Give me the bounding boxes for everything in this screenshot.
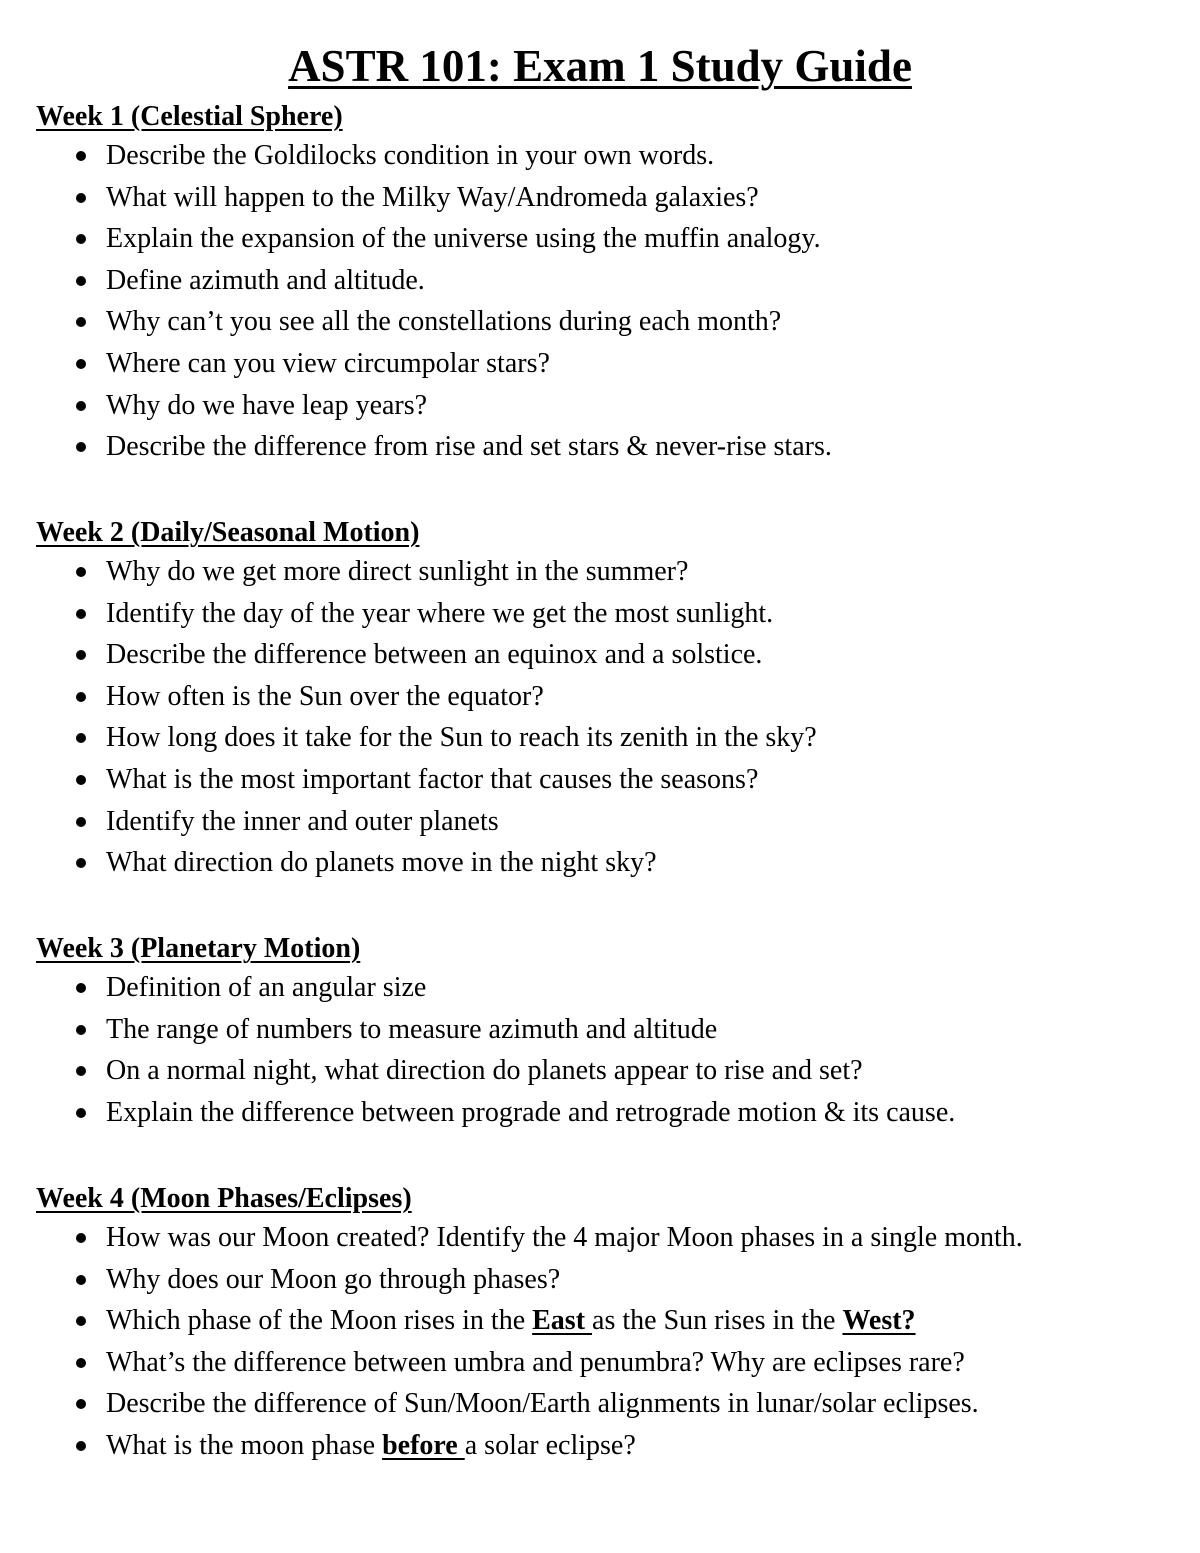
list-item: Which phase of the Moon rises in the East as the Sun rises in the West? bbox=[36, 1300, 1176, 1342]
list-item: Define azimuth and altitude. bbox=[36, 260, 1176, 302]
list-item: Describe the Goldilocks condition in your own words. bbox=[36, 135, 1176, 177]
list-item: What direction do planets move in the night sky? bbox=[36, 842, 1176, 884]
emphasis-east: East bbox=[532, 1305, 593, 1337]
bullet-icon bbox=[76, 733, 86, 743]
page-title-text: ASTR 101: Exam 1 Study Guide bbox=[288, 41, 912, 91]
bullet-icon bbox=[76, 401, 86, 411]
list-item: Explain the difference between prograde and retrograde motion & its cause. bbox=[36, 1092, 1176, 1134]
bullet-icon bbox=[76, 151, 86, 161]
bullet-icon bbox=[76, 1399, 86, 1409]
list-item: What is the most important factor that causes the seasons? bbox=[36, 759, 1176, 801]
list-item: Identify the day of the year where we get the most sunlight. bbox=[36, 593, 1176, 635]
list-item: Definition of an angular size bbox=[36, 967, 1176, 1009]
bullet-icon bbox=[76, 692, 86, 702]
bullet-icon bbox=[76, 1441, 86, 1451]
list-item: Why does our Moon go through phases? bbox=[36, 1259, 1176, 1301]
bullet-icon bbox=[76, 1233, 86, 1243]
bullet-icon bbox=[76, 193, 86, 203]
bullet-icon bbox=[76, 817, 86, 827]
list-item: How often is the Sun over the equator? bbox=[36, 676, 1176, 718]
bullet-icon bbox=[76, 1275, 86, 1285]
list-item: What is the moon phase before a solar eclipse? bbox=[36, 1425, 1176, 1467]
week-1-section bbox=[36, 99, 1176, 468]
bullet-icon bbox=[76, 609, 86, 619]
week-1-list bbox=[36, 135, 1176, 468]
list-item: Describe the difference between an equinox and a solstice. bbox=[36, 634, 1176, 676]
page-title bbox=[0, 38, 1200, 94]
bullet-icon bbox=[76, 858, 86, 868]
week-2-section bbox=[36, 515, 1176, 884]
bullet-icon bbox=[76, 1316, 86, 1326]
emphasis-west: West? bbox=[842, 1305, 916, 1337]
bullet-icon bbox=[76, 1108, 86, 1118]
list-item: The range of numbers to measure azimuth and altitude bbox=[36, 1009, 1176, 1051]
list-item: Why do we have leap years? bbox=[36, 385, 1176, 427]
list-item: Describe the difference from rise and set stars & never-rise stars. bbox=[36, 426, 1176, 468]
list-item: How long does it take for the Sun to reach its zenith in the sky? bbox=[36, 717, 1176, 759]
bullet-icon bbox=[76, 1066, 86, 1076]
week-2-list bbox=[36, 551, 1176, 884]
list-item: What’s the difference between umbra and penumbra? Why are eclipses rare? bbox=[36, 1342, 1176, 1384]
list-item: How was our Moon created? Identify the 4 major Moon phases in a single month. bbox=[36, 1217, 1176, 1259]
week-3-heading: Week 3 (Planetary Motion) bbox=[36, 933, 361, 964]
bullet-icon bbox=[76, 650, 86, 660]
week-4-section bbox=[36, 1181, 1176, 1467]
list-item: On a normal night, what direction do planets appear to rise and set? bbox=[36, 1050, 1176, 1092]
bullet-icon bbox=[76, 567, 86, 577]
bullet-icon bbox=[76, 442, 86, 452]
list-item: Why can’t you see all the constellations during each month? bbox=[36, 301, 1176, 343]
list-item: What will happen to the Milky Way/Andromeda galaxies? bbox=[36, 177, 1176, 219]
bullet-icon bbox=[76, 983, 86, 993]
bullet-icon bbox=[76, 1358, 86, 1368]
bullet-icon bbox=[76, 317, 86, 327]
bullet-icon bbox=[76, 1025, 86, 1035]
week-4-list bbox=[36, 1217, 1176, 1467]
week-3-list bbox=[36, 967, 1176, 1133]
bullet-icon bbox=[76, 359, 86, 369]
week-4-heading: Week 4 (Moon Phases/Eclipses) bbox=[36, 1183, 412, 1214]
list-item: Identify the inner and outer planets bbox=[36, 801, 1176, 843]
list-item: Why do we get more direct sunlight in the summer? bbox=[36, 551, 1176, 593]
week-1-heading: Week 1 (Celestial Sphere) bbox=[36, 101, 343, 132]
bullet-icon bbox=[76, 234, 86, 244]
list-item: Where can you view circumpolar stars? bbox=[36, 343, 1176, 385]
list-item: Explain the expansion of the universe using the muffin analogy. bbox=[36, 218, 1176, 260]
emphasis-before: before bbox=[382, 1429, 465, 1461]
week-3-section bbox=[36, 931, 1176, 1133]
bullet-icon bbox=[76, 276, 86, 286]
bullet-icon bbox=[76, 775, 86, 785]
list-item: Describe the difference of Sun/Moon/Earth alignments in lunar/solar eclipses. bbox=[36, 1383, 1176, 1425]
week-2-heading: Week 2 (Daily/Seasonal Motion) bbox=[36, 517, 420, 548]
